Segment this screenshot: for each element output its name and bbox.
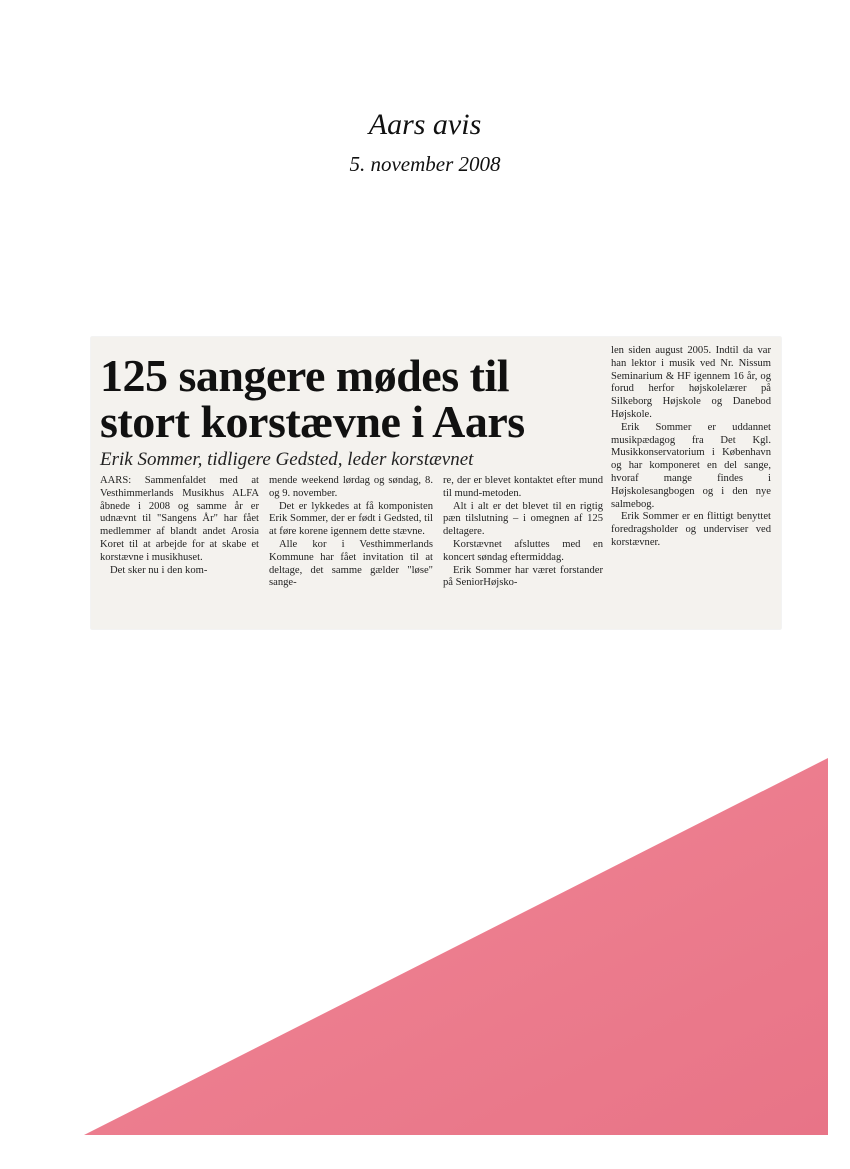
- article-column-1: [100, 475, 259, 577]
- newspaper-name: Aars avis: [368, 108, 482, 141]
- paragraph: mende weekend lørdag og søndag, 8. og 9. november.: [269, 475, 433, 499]
- article-column-4: [611, 345, 771, 550]
- paragraph: len siden august 2005. Indtil da var han lektor i musik ved Nr. Nissum Seminarium & HF igennem 16 år, og forud herfor højskolelærer på Silkeborg Højskole og Danebod Højskole.: [611, 345, 771, 420]
- paragraph: Erik Sommer har været forstander på SeniorHøjsko-: [443, 564, 603, 589]
- article-subheadline: Erik Sommer, tidligere Gedsted, leder korstævnet: [100, 449, 474, 470]
- paragraph: Det sker nu i den kom-: [110, 564, 208, 576]
- article-headline: 125 sangere mødes til stort korstævne i Aars: [100, 350, 525, 447]
- publication-date: 5. november 2008: [349, 152, 501, 176]
- article-column-3: [443, 475, 603, 590]
- paragraph: Korstævnet afsluttes med en koncert søndag eftermiddag.: [443, 538, 603, 563]
- paragraph: Alle kor i Vesthimmerlands Kommune har fået invitation til at deltage, det samme gælder "løse" sange-: [269, 538, 433, 589]
- paragraph: AARS: Sammenfaldet med at Vesthimmerlands Musikhus ALFA åbnede i 2008 og samme år er udnævnt til "Sangens År" har fået medlemmer af blandt andet Arosia Koret til at arbejde for at skabe et korstævne i musikhuset.: [100, 475, 259, 563]
- paragraph: Erik Sommer er uddannet musikpædagog fra Det Kgl. Musikkonservatorium i København og har komponeret en del sange, hvoraf mange findes i Højskolesangbogen og i den nye salmebog.: [611, 421, 771, 510]
- article-column-2: [269, 475, 433, 590]
- paragraph: Erik Sommer er en flittigt benyttet foredragsholder og underviser ved korstævner.: [611, 511, 771, 548]
- newspaper-clipping: [91, 337, 781, 629]
- paragraph: Alt i alt er det blevet til en rigtig pæn tilslutning – i omegnen af 125 deltagere.: [443, 500, 603, 538]
- paragraph: Det er lykkedes at få komponisten Erik Sommer, der er født i Gedsted, til at føre korene igennem dette stævne.: [269, 500, 433, 538]
- pink-sheet-shape: [84, 758, 828, 1135]
- paragraph: re, der er blevet kontaktet efter mund til mund-metoden.: [443, 475, 603, 499]
